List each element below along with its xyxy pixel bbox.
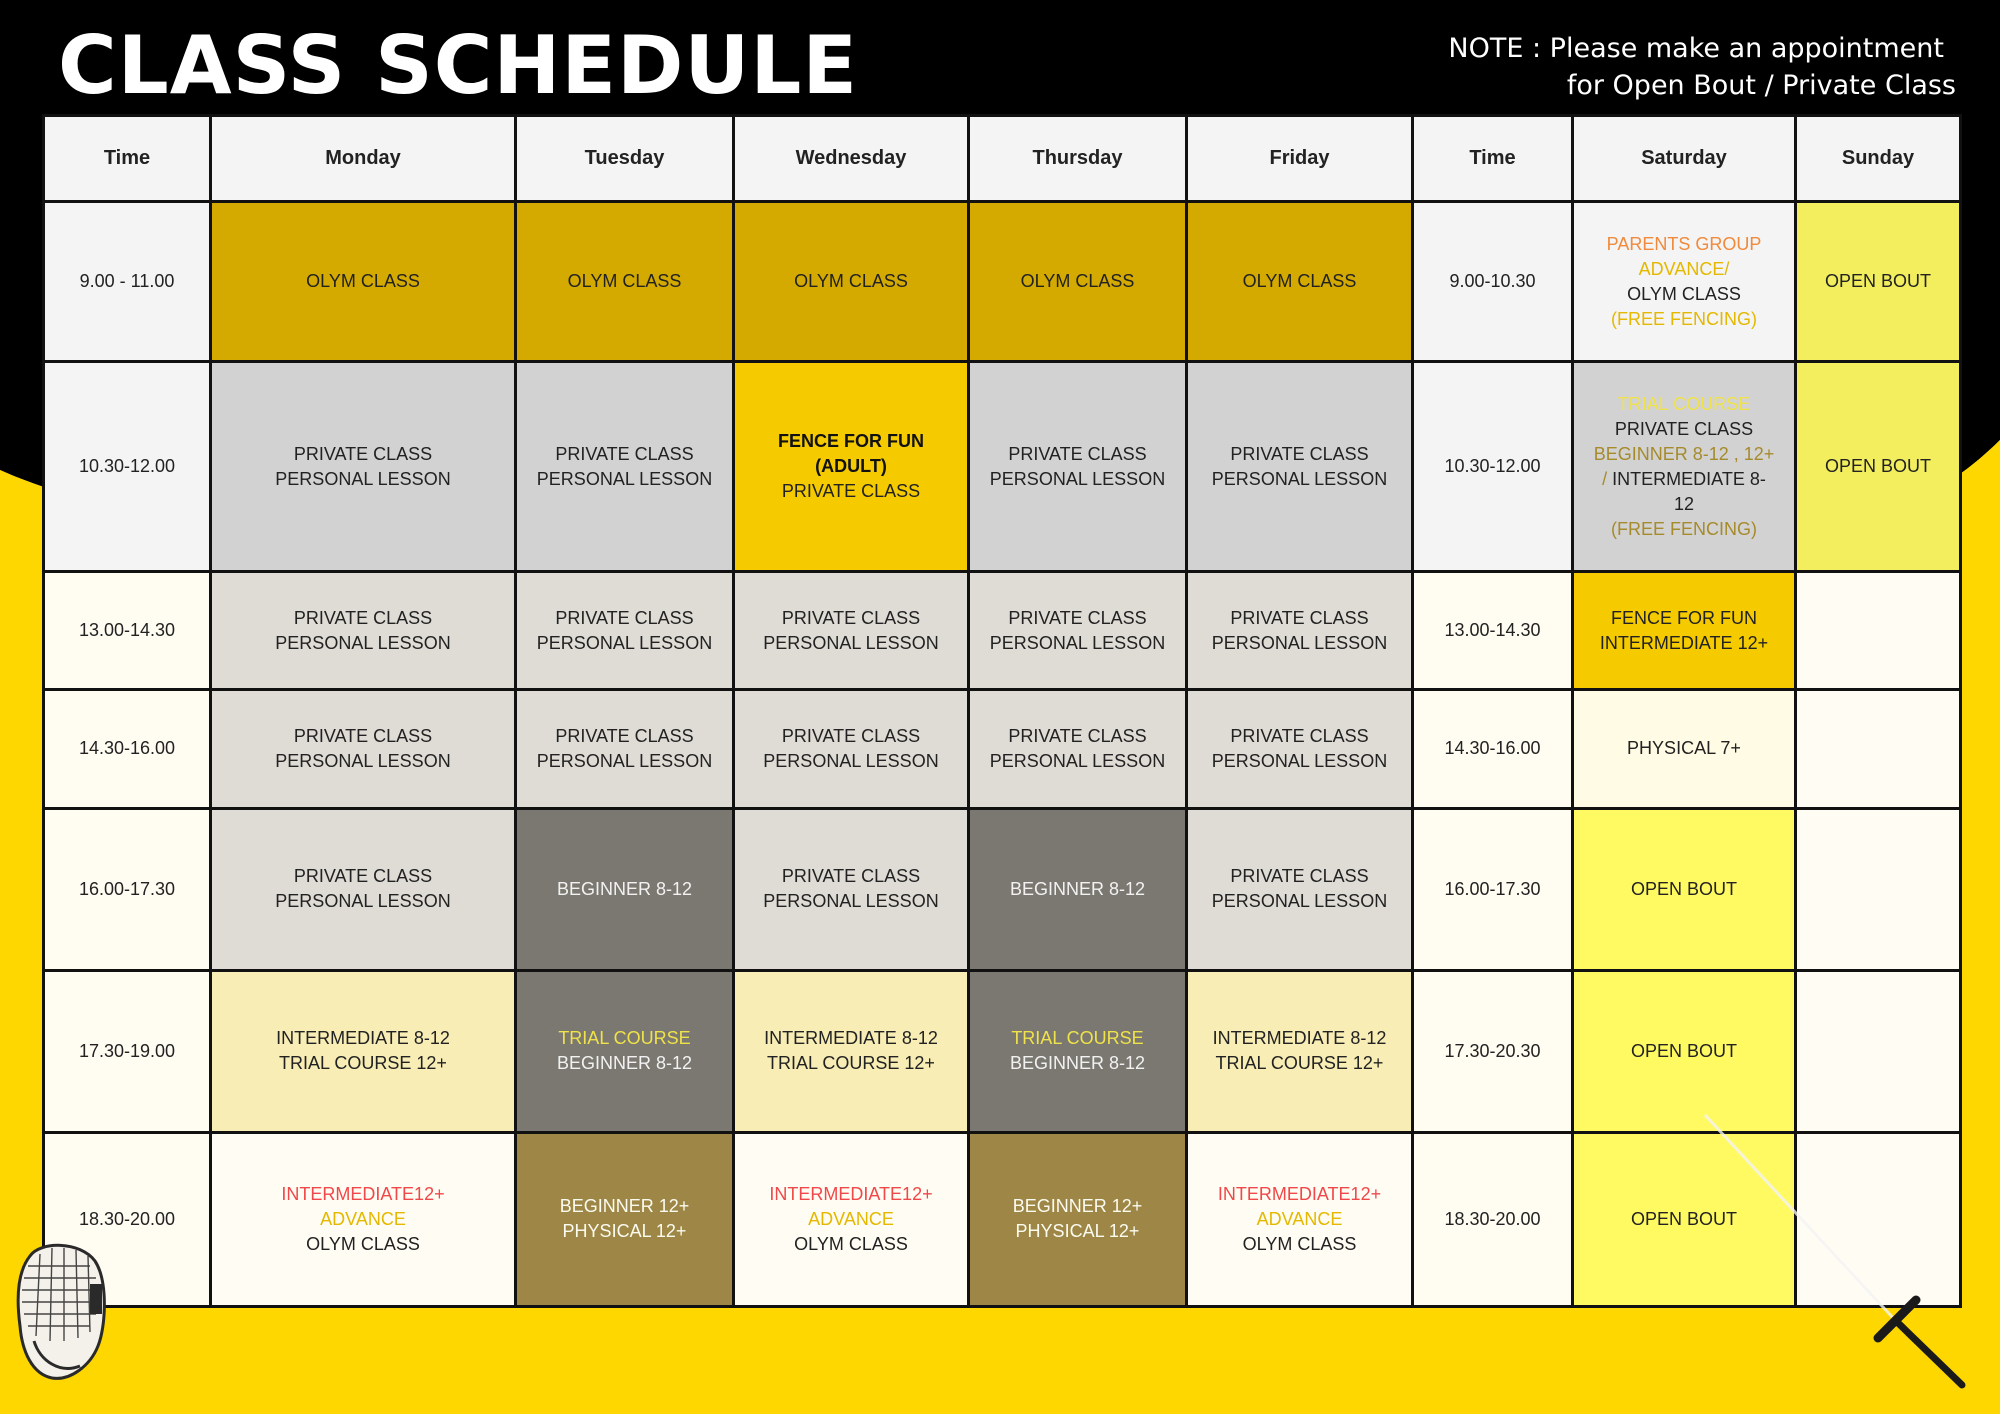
column-header-friday: Friday: [1187, 116, 1413, 202]
schedule-cell-saturday: [1573, 970, 1796, 1132]
schedule-cell-thursday: [969, 1132, 1187, 1306]
column-header-wednesday: Wednesday: [734, 116, 969, 202]
cell-line: BEGINNER 8-12: [556, 878, 693, 899]
cell-line: TRIAL COURSE 12+: [1215, 1053, 1384, 1074]
schedule-cell-wednesday: [734, 1132, 969, 1306]
schedule-cell-friday: [1187, 572, 1413, 690]
cell-line: INTERMEDIATE12+: [281, 1183, 445, 1204]
cell-line: PRIVATE CLASS: [293, 607, 433, 628]
time-cell: 14.30-16.00: [44, 690, 211, 808]
cell-line: PERSONAL LESSON: [536, 468, 713, 489]
cell-line: OPEN BOUT: [1824, 456, 1931, 477]
schedule-cell-wednesday: [734, 690, 969, 808]
cell-line: OLYM CLASS: [306, 271, 420, 292]
schedule-cell-sunday: [1796, 202, 1961, 362]
cell-line: INTERMEDIATE 8-12: [276, 1028, 450, 1049]
cell-line: PERSONAL LESSON: [536, 632, 713, 653]
schedule-cell-wednesday: [734, 572, 969, 690]
cell-line: PHYSICAL 12+: [562, 1221, 687, 1242]
column-header-sunday: Sunday: [1796, 116, 1961, 202]
cell-line: PRIVATE CLASS: [1614, 418, 1754, 439]
column-header-time-weekend: Time: [1413, 116, 1573, 202]
cell-line: INTERMEDIATE12+: [1217, 1183, 1382, 1204]
cell-line: ADVANCE: [808, 1208, 894, 1229]
schedule-cell-tuesday: [516, 970, 734, 1132]
cell-line: PRIVATE CLASS: [293, 725, 433, 746]
table-row: [44, 362, 1961, 572]
cell-line: PRIVATE CLASS: [293, 443, 433, 464]
cell-line: OLYM CLASS: [794, 271, 908, 292]
schedule-cell-friday: [1187, 970, 1413, 1132]
schedule-cell-wednesday: [734, 202, 969, 362]
cell-line: PRIVATE CLASS: [1230, 443, 1369, 464]
cell-line: PERSONAL LESSON: [989, 632, 1166, 653]
cell-line: TRIAL COURSE 12+: [279, 1053, 447, 1074]
schedule-cell-sunday: [1796, 572, 1961, 690]
cell-line: PERSONAL LESSON: [275, 750, 451, 771]
note-line-1: NOTE : Please make an appointment: [1448, 33, 1944, 64]
cell-line: FENCE FOR FUN: [778, 431, 924, 452]
cell-line: OLYM CLASS: [306, 1233, 420, 1254]
cell-line: PRIVATE CLASS: [555, 725, 694, 746]
schedule-cell-thursday: [969, 572, 1187, 690]
schedule-cell-saturday: [1573, 572, 1796, 690]
cell-line: PARENTS GROUP: [1606, 233, 1762, 254]
cell-line: OPEN BOUT: [1630, 878, 1737, 899]
schedule-cell-wednesday: [734, 970, 969, 1132]
time-cell: 16.00-17.30: [44, 808, 211, 970]
cell-line: ADVANCE/: [1638, 258, 1730, 279]
cell-line: FENCE FOR FUN: [1611, 607, 1757, 628]
cell-line: PHYSICAL 12+: [1015, 1221, 1140, 1242]
cell-line: PRIVATE CLASS: [1230, 866, 1369, 887]
schedule-cell-friday: [1187, 808, 1413, 970]
page-title: CLASS SCHEDULE: [58, 19, 859, 112]
schedule-cell-tuesday: [516, 202, 734, 362]
cell-line: PERSONAL LESSON: [275, 632, 451, 653]
schedule-cell-sunday: [1796, 808, 1961, 970]
cell-line: (FREE FENCING): [1611, 308, 1757, 329]
schedule-table: [42, 114, 1962, 1308]
time-cell: 13.00-14.30: [44, 572, 211, 690]
schedule-cell-monday: [211, 1132, 516, 1306]
cell-line: PRIVATE CLASS: [555, 443, 694, 464]
column-header-saturday: Saturday: [1573, 116, 1796, 202]
schedule-cell-sunday: [1796, 690, 1961, 808]
cell-line: TRIAL COURSE: [1617, 393, 1751, 414]
schedule-cell-saturday: [1573, 362, 1796, 572]
cell-line: PERSONAL LESSON: [275, 468, 451, 489]
schedule-cell-saturday: [1573, 808, 1796, 970]
table-row: [44, 202, 1961, 362]
cell-line: OLYM CLASS: [1020, 271, 1135, 292]
cell-line: OLYM CLASS: [1242, 271, 1357, 292]
time-cell-weekend: 10.30-12.00: [1413, 362, 1573, 572]
schedule-cell-saturday: [1573, 690, 1796, 808]
schedule-cell-wednesday: [734, 362, 969, 572]
cell-line: PERSONAL LESSON: [1211, 750, 1388, 771]
schedule-cell-friday: [1187, 202, 1413, 362]
cell-line: PERSONAL LESSON: [763, 891, 939, 912]
time-cell: 10.30-12.00: [44, 362, 211, 572]
cell-line: INTERMEDIATE 8-: [1612, 468, 1766, 489]
time-cell-weekend: 13.00-14.30: [1413, 572, 1573, 690]
fencing-mask-icon: [10, 1236, 110, 1386]
cell-line: PRIVATE CLASS: [1230, 607, 1369, 628]
cell-line: PHYSICAL 7+: [1627, 738, 1741, 759]
schedule-cell-monday: [211, 690, 516, 808]
cell-line: BEGINNER 12+: [1012, 1196, 1143, 1217]
schedule-cell-wednesday: [734, 808, 969, 970]
cell-line: ADVANCE: [1256, 1208, 1343, 1229]
time-cell-weekend: 9.00-10.30: [1413, 202, 1573, 362]
schedule-cell-monday: [211, 970, 516, 1132]
cell-line: INTERMEDIATE 8-12: [764, 1028, 938, 1049]
schedule-cell-tuesday: [516, 690, 734, 808]
foil-sword-icon: [1700, 1110, 1970, 1390]
cell-line: PRIVATE CLASS: [781, 725, 921, 746]
column-header-tuesday: Tuesday: [516, 116, 734, 202]
cell-line: PERSONAL LESSON: [1211, 891, 1388, 912]
cell-line: PRIVATE CLASS: [781, 481, 921, 502]
header-row: [44, 116, 1961, 202]
cell-line: (ADULT): [815, 456, 887, 477]
schedule-cell-thursday: [969, 690, 1187, 808]
table-row: [44, 970, 1961, 1132]
table-row: [44, 690, 1961, 808]
cell-line: PERSONAL LESSON: [1211, 468, 1388, 489]
schedule-cell-sunday: [1796, 970, 1961, 1132]
column-header-thursday: Thursday: [969, 116, 1187, 202]
cell-line: /: [1602, 468, 1608, 489]
cell-line: OPEN BOUT: [1630, 1040, 1737, 1061]
cell-line: PRIVATE CLASS: [1230, 725, 1369, 746]
schedule-cell-thursday: [969, 970, 1187, 1132]
time-cell-weekend: 14.30-16.00: [1413, 690, 1573, 808]
cell-line: PERSONAL LESSON: [763, 750, 939, 771]
cell-line: BEGINNER 8-12: [556, 1053, 693, 1074]
table-row: [44, 572, 1961, 690]
cell-line: 12: [1673, 493, 1695, 514]
time-cell: 9.00 - 11.00: [44, 202, 211, 362]
cell-line: INTERMEDIATE 12+: [1599, 632, 1769, 653]
schedule-cell-sunday: [1796, 362, 1961, 572]
cell-line: INTERMEDIATE 8-12: [1212, 1028, 1387, 1049]
cell-line: PERSONAL LESSON: [989, 750, 1166, 771]
cell-line: TRIAL COURSE: [558, 1028, 691, 1049]
cell-line: OLYM CLASS: [1242, 1233, 1357, 1254]
schedule-cell-monday: [211, 202, 516, 362]
schedule-cell-friday: [1187, 690, 1413, 808]
cell-line: PERSONAL LESSON: [275, 891, 451, 912]
cell-line: INTERMEDIATE12+: [769, 1183, 933, 1204]
cell-line: OPEN BOUT: [1630, 1208, 1737, 1229]
cell-line: PRIVATE CLASS: [1008, 725, 1147, 746]
cell-line: ADVANCE: [320, 1208, 406, 1229]
schedule-cell-monday: [211, 362, 516, 572]
cell-line: BEGINNER 12+: [559, 1196, 690, 1217]
schedule-cell-saturday: [1573, 202, 1796, 362]
cell-line: PERSONAL LESSON: [536, 750, 713, 771]
cell-line: PRIVATE CLASS: [1008, 607, 1147, 628]
schedule-cell-tuesday: [516, 1132, 734, 1306]
schedule-cell-tuesday: [516, 808, 734, 970]
cell-line: PRIVATE CLASS: [1008, 443, 1147, 464]
schedule-cell-thursday: [969, 362, 1187, 572]
time-cell-weekend: 17.30-20.30: [1413, 970, 1573, 1132]
cell-line: PRIVATE CLASS: [781, 866, 921, 887]
cell-line: BEGINNER 8-12 , 12+: [1593, 443, 1775, 464]
cell-line: PERSONAL LESSON: [763, 632, 939, 653]
schedule-cell-tuesday: [516, 572, 734, 690]
cell-line: BEGINNER 8-12: [1009, 878, 1146, 899]
cell-line: PERSONAL LESSON: [1211, 632, 1388, 653]
table-row: [44, 1132, 1961, 1306]
cell-line: OLYM CLASS: [794, 1233, 908, 1254]
schedule-cell-monday: [211, 808, 516, 970]
time-cell: 17.30-19.00: [44, 970, 211, 1132]
note-line-2: for Open Bout / Private Class: [1566, 70, 1956, 101]
column-header-time: Time: [44, 116, 211, 202]
schedule-cell-thursday: [969, 808, 1187, 970]
cell-line: OLYM CLASS: [1627, 283, 1741, 304]
appointment-note: [1448, 30, 1956, 104]
cell-line: (FREE FENCING): [1611, 518, 1757, 539]
cell-line: OPEN BOUT: [1824, 271, 1931, 292]
schedule-cell-friday: [1187, 1132, 1413, 1306]
cell-line: PERSONAL LESSON: [989, 468, 1166, 489]
cell-line: PRIVATE CLASS: [293, 866, 433, 887]
cell-line: OLYM CLASS: [567, 271, 682, 292]
table-row: [44, 808, 1961, 970]
time-cell-weekend: 16.00-17.30: [1413, 808, 1573, 970]
column-header-monday: Monday: [211, 116, 516, 202]
cell-line: TRIAL COURSE: [1011, 1028, 1144, 1049]
cell-line: PRIVATE CLASS: [555, 607, 694, 628]
schedule-cell-monday: [211, 572, 516, 690]
schedule-cell-thursday: [969, 202, 1187, 362]
time-cell: 18.30-20.00: [44, 1132, 211, 1306]
cell-line: TRIAL COURSE 12+: [767, 1053, 935, 1074]
schedule-cell-tuesday: [516, 362, 734, 572]
time-cell-weekend: 18.30-20.00: [1413, 1132, 1573, 1306]
schedule-cell-friday: [1187, 362, 1413, 572]
cell-line: PRIVATE CLASS: [781, 607, 921, 628]
cell-line: BEGINNER 8-12: [1009, 1053, 1146, 1074]
